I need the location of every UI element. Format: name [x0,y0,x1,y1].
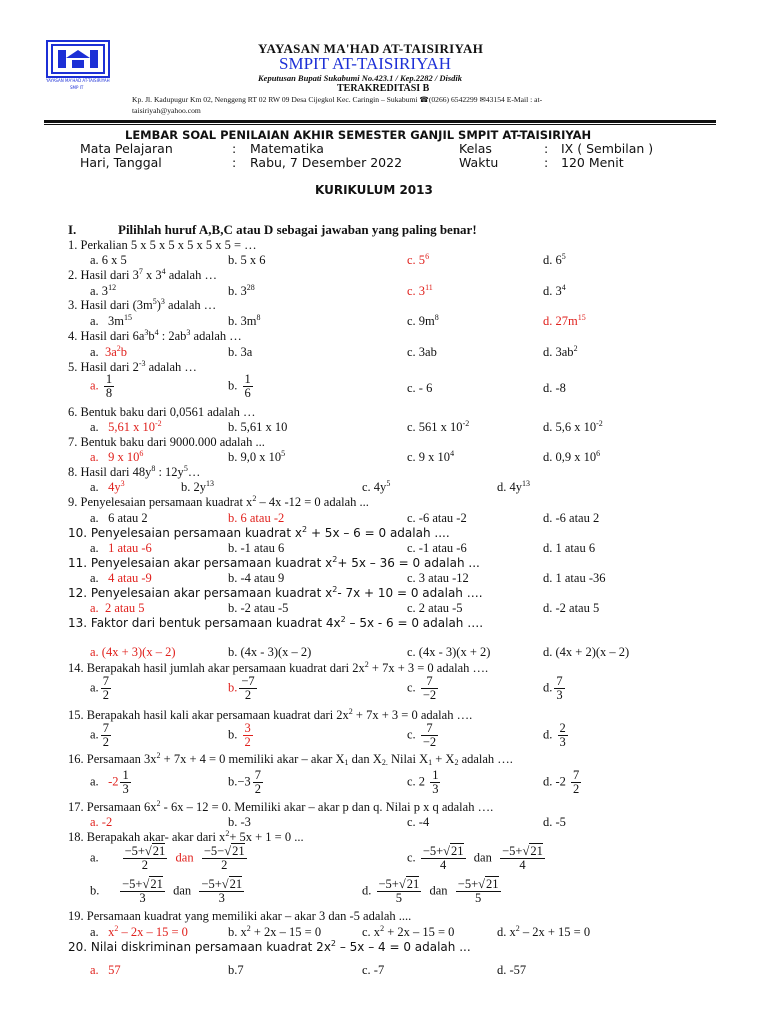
q6-option-d: d. 5,6 x $10^{-2}$ [543,419,603,434]
school-name: SMPIT AT-TAISIRIYAH [279,54,451,73]
date-colon: : [232,155,237,170]
q14-option-b: b. $\frac{-7}{2}$ [228,674,255,702]
q18-option-c: c. $\frac{-5+√21}{4}$ dan $\frac{-5+√21}{4}$ [407,844,543,872]
question-17: 17. Persamaan $6x^2 - 6x - 12 = 0$. Memiliki akar – akar p dan q. Nilai p x q adalah …. [68,799,494,814]
q18-option-d: d. $\frac{-5+√21}{5}$ dan $\frac{-5+√21}{5}$ [362,877,499,905]
q11-option-d: d. 1 atau -36 [543,571,606,585]
q19-option-d: d. $x^2 - 2x + 15 = 0$ [497,924,591,939]
q1-option-a: a. 6 x 5 [90,253,127,267]
q19-option-c: c. $x^2 + 2x - 15 = 0$ [362,924,455,939]
q12-option-b: b. -2 atau -5 [228,601,289,615]
q1-option-c: c. $5^6$ [407,252,430,267]
q14-option-c: c. $\frac{7}{-2}$ [407,674,437,702]
q16-option-b: b.−3 $\frac{7}{2}$ [228,768,261,796]
q5-option-c: c. - 6 [407,381,433,395]
q9-option-d: d. -6 atau 2 [543,511,600,525]
q12-option-a: a. 2 atau 5 [90,601,145,615]
q5-option-a: a. $\frac{1}{8}$ [90,372,113,400]
q15-option-c: c. $\frac{7}{-2}$ [407,721,437,749]
question-4: 4. Hasil dari $6a^3b^4$ : $2ab^3$ adalah … [68,328,242,343]
q4-option-d: d. $3ab^2$ [543,344,578,359]
q3-option-b: b. $3m^8$ [228,313,261,328]
q6-option-c: c. 561 x $10^{-2}$ [407,419,470,434]
q8-option-a: a. $4y^3$ [90,479,125,494]
question-16: 16. Persamaan $3x^2 + 7x + 4 = 0$ memiliki akar – akar $X_1$ dan $X_{2.}$ Nilai $X_1 + X_2$ adalah …. [68,751,513,767]
q12-option-c: c. 2 atau -5 [407,601,463,615]
q19-option-a: a. $x^2 - 2x - 15 = 0$ [90,924,188,939]
q2-option-a: a. $3^{12}$ [90,283,117,298]
time-colon: : [544,155,549,170]
q2-option-b: b. $3^{28}$ [228,283,255,298]
decree-text: Keputusan Bupati Sukabumi No.423.1 / Kep.2282 / Disdik [258,73,463,83]
q18-option-a: a. $\frac{-5+√21}{2}$ dan $\frac{-5-√21}{2}$ [90,844,245,872]
q13-option-c: c. (4x - 3)(x + 2) [407,645,491,659]
q1-option-d: d. $6^5$ [543,252,566,267]
question-9: 9. Penyelesaian persamaan kuadrat $x^2 - 4x$ -12 = 0 adalah ... [68,494,369,509]
q8-option-c: c. $4y^5$ [362,479,391,494]
q13-option-d: d. (4x + 2)(x – 2) [543,645,630,659]
q4-option-a: a. $3a^2b$ [90,344,127,359]
q17-option-a: a. -2 [90,815,113,829]
subject-label: Mata Pelajaran [80,141,173,156]
q10-option-b: b. -1 atau 6 [228,541,285,555]
q9-option-a: a. 6 atau 2 [90,511,148,525]
q16-option-d: d. -2 $\frac{7}{2}$ [543,768,580,796]
q17-option-c: c. -4 [407,815,430,829]
q6-option-a: a. 5,61 x $10^{-2}$ [90,419,162,434]
q7-option-d: d. 0,9 x $10^6$ [543,449,601,464]
question-12: 12. Penyelesaian akar persamaan kuadrat $x^2-$ 7x + 10 = 0 adalah …. [68,585,483,600]
question-15: 15. Berapakah hasil kali akar persamaan kuadrat dari $2x^2 + 7x + 3 = 0$ adalah …. [68,707,473,722]
question-20: 20. Nilai diskriminan persamaan kuadrat $2x^2 - 5x - 4 = 0$ adalah ... [68,939,471,954]
foundation-name: YAYASAN MA'HAD AT-TAISIRIYAH [258,41,484,56]
question-2: 2. Hasil dari $3^7$ x $3^4$ adalah … [68,267,217,282]
time-label: Waktu [459,155,499,170]
q14-option-d: d. $\frac{7}{3}$ [543,674,563,702]
q9-option-b: b. 6 atau -2 [228,511,285,525]
question-19: 19. Persamaan kuadrat yang memiliki akar – akar 3 dan -5 adalah .... [68,909,412,923]
q7-option-c: c. 9 x $10^4$ [407,449,455,464]
q18-option-b: b. $\frac{-5+√21}{3}$ dan $\frac{-5+√21}{3}$ [90,877,243,905]
header-rule-thick [44,120,716,123]
question-7: 7. Bentuk baku dari 9000.000 adalah ... [68,435,265,449]
question-18: 18. Berapakah akar- akar dari $x^2+ 5x + 1 = 0$ ... [68,829,304,844]
time-value: 120 Menit [561,155,624,170]
q3-option-a: a. $3m^{15}$ [90,313,133,328]
class-colon: : [544,141,549,156]
q7-option-a: a. 9 x $10^6$ [90,449,144,464]
q15-option-b: b. $\frac{3}{2}$ [228,721,251,749]
q13-option-a: a. (4x + 3)(x – 2) [90,645,176,659]
q20-option-c: c. -7 [362,963,385,977]
question-5: 5. Hasil dari $2^{-3}$ adalah … [68,359,197,374]
subject-colon: : [232,141,237,156]
logo-caption: YAYASAN MA'HAD AT-TAISIRIYAH [46,78,110,83]
question-1: 1. Perkalian 5 x 5 x 5 x 5 x 5 x 5 = … [68,238,257,252]
subject-value: Matematika [250,141,324,156]
class-label: Kelas [459,141,492,156]
header-rule-thin [44,124,716,125]
section-number: I. [68,222,77,237]
date-label: Hari, Tanggal [80,155,162,170]
q4-option-b: b. 3a [228,345,253,359]
q3-option-c: c. $9m^8$ [407,313,439,328]
q8-option-d: d. $4y^{13}$ [497,479,530,494]
q10-option-a: a. 1 atau -6 [90,541,152,555]
q20-option-d: d. -57 [497,963,527,977]
q3-option-d: d. $27m^{15}$ [543,313,586,328]
address-line-2: taisiriyah@yahoo.com [132,106,201,115]
q11-option-c: c. 3 atau -12 [407,571,469,585]
q17-option-b: b. -3 [228,815,251,829]
accreditation-text: TERAKREDITASI B [337,83,430,94]
q6-option-b: b. 5,61 x 10 [228,420,288,434]
q16-option-c: c. 2 $\frac{1}{3}$ [407,768,439,796]
question-13: 13. Faktor dari bentuk persamaan kuadrat $4x^2 - 5x - 6 = 0$ adalah …. [68,615,484,630]
curriculum: KURIKULUM 2013 [315,183,433,197]
q20-option-a: a. 57 [90,963,121,977]
address-line-1: Kp. Jl. Kadupugur Km 02, Nenggeng RT 02 RW 09 Desa Cijegkol Kec. Caringin – Sukabumi ☎(0266) 6542299 ✉43154 E-Mail : at- [132,95,543,104]
question-11: 11. Penyelesaian akar persamaan kuadrat $x^2+ 5x - 36 = 0$ adalah ... [68,555,480,570]
exam-title: LEMBAR SOAL PENILAIAN AKHIR SEMESTER GANJIL SMPIT AT-TAISIRIYAH [125,128,592,142]
question-3: 3. Hasil dari $(3m^5)^3$ adalah … [68,297,217,312]
date-value: Rabu, 7 Desember 2022 [250,155,403,170]
q4-option-c: c. 3ab [407,345,437,359]
q16-option-a: a. -2 $\frac{1}{3}$ [90,768,129,796]
q10-option-d: d. 1 atau 6 [543,541,596,555]
q15-option-a: a. $\frac{7}{2}$ [90,721,109,749]
question-14: 14. Berapakah hasil jumlah akar persamaan kuadrat dari $2x^2 + 7x + 3 = 0$ adalah …. [68,660,489,675]
q15-option-d: d. $\frac{2}{3}$ [543,721,566,749]
logo-subcaption: SMP IT [70,85,84,90]
q7-option-b: b. 9,0 x $10^5$ [228,449,286,464]
q10-option-c: c. -1 atau -6 [407,541,467,555]
question-6: 6. Bentuk baku dari 0,0561 adalah … [68,405,256,419]
q11-option-b: b. -4 atau 9 [228,571,285,585]
q1-option-b: b. 5 x 6 [228,253,266,267]
q5-option-b: b. $\frac{1}{6}$ [228,372,251,400]
q5-option-d: d. -8 [543,381,566,395]
q19-option-b: b. $x^2 + 2x - 15 = 0$ [228,924,322,939]
question-8: 8. Hasil dari $48y^8$ : $12y^5\dots$ [68,464,201,479]
question-10: 10. Penyelesaian persamaan kuadrat $x^2 + 5x - 6 = 0$ adalah .... [68,525,450,540]
q2-option-d: d. $3^4$ [543,283,566,298]
q12-option-d: d. -2 atau 5 [543,601,600,615]
q13-option-b: b. (4x - 3)(x – 2) [228,645,312,659]
q11-option-a: a. 4 atau -9 [90,571,152,585]
q20-option-b: b.7 [228,963,244,977]
q9-option-c: c. -6 atau -2 [407,511,467,525]
q2-option-c: c. $3^{11}$ [407,283,433,298]
q14-option-a: a. $\frac{7}{2}$ [90,674,109,702]
class-value: IX ( Sembilan ) [561,141,654,156]
q8-option-b: b. $2y^{13}$ [181,479,214,494]
q17-option-d: d. -5 [543,815,566,829]
section-instruction: Pilihlah huruf A,B,C atau D sebagai jawaban yang paling benar! [118,222,477,237]
